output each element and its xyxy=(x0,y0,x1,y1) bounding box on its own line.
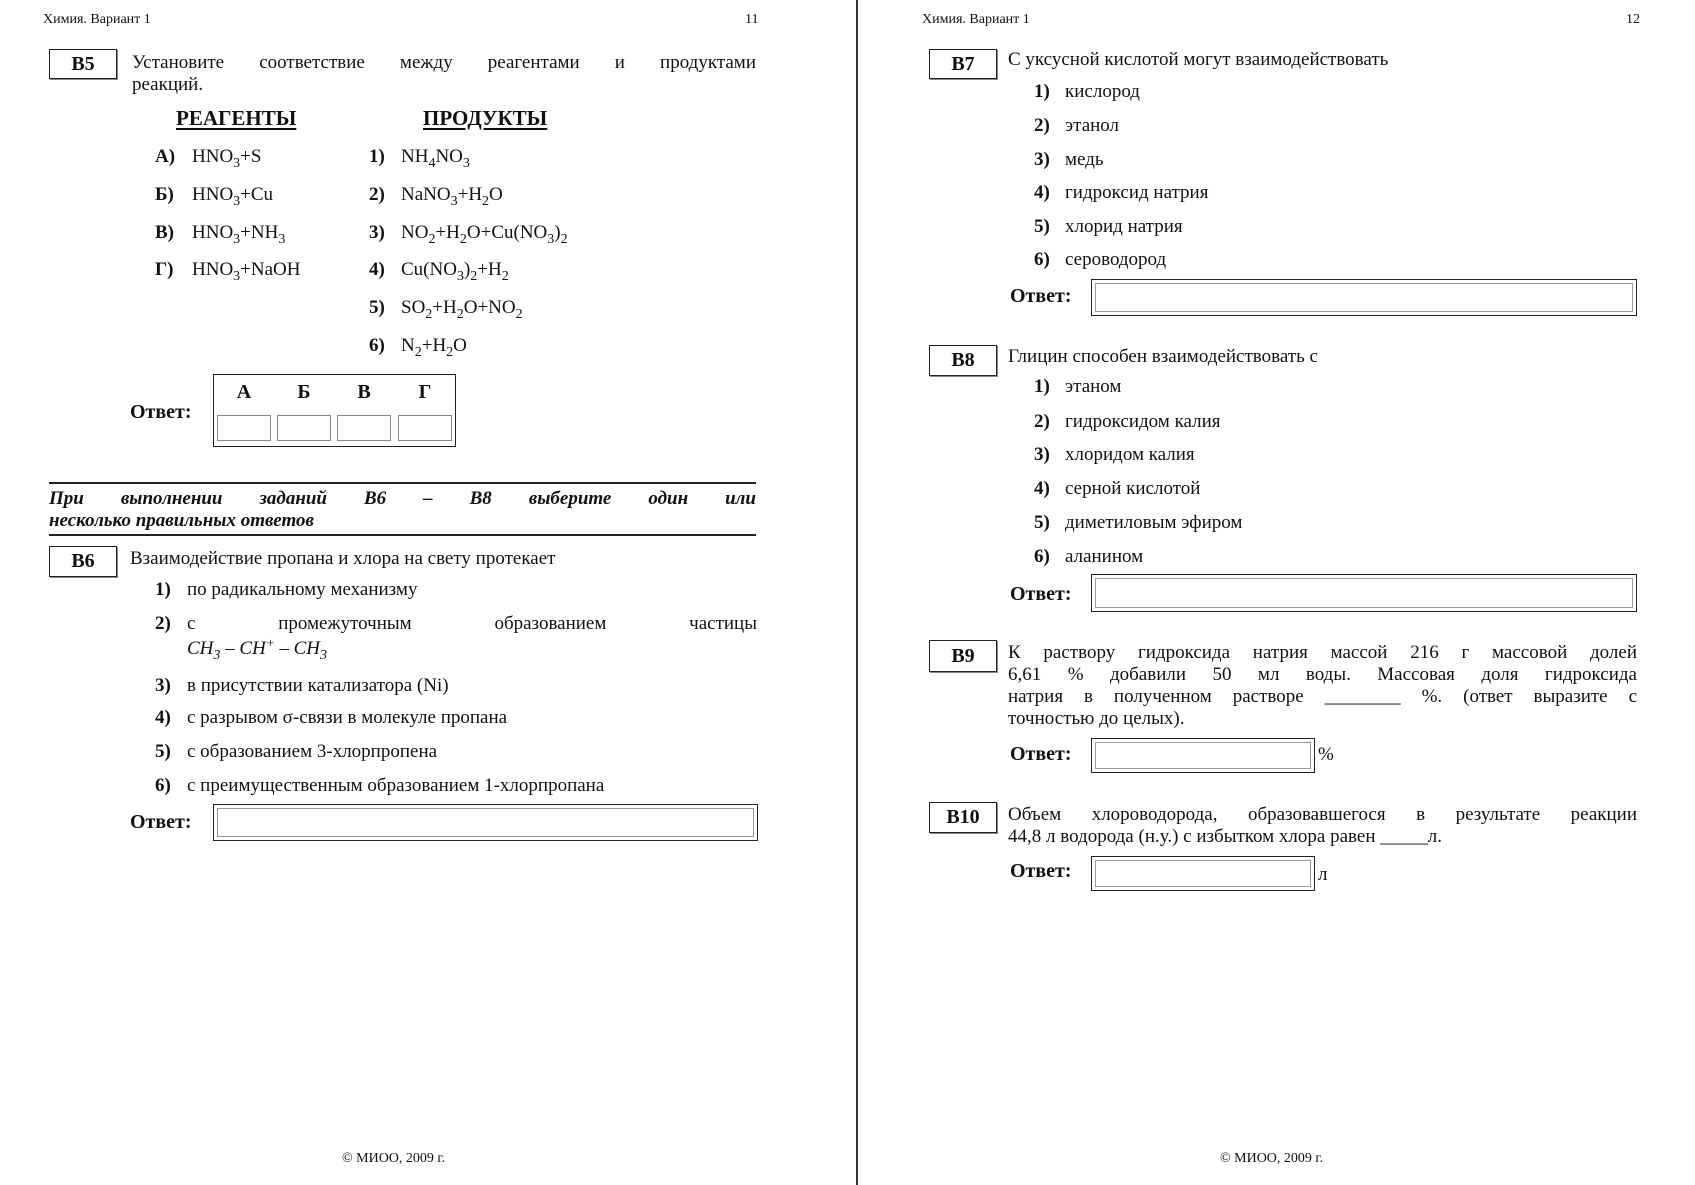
instruction xyxy=(49,488,756,532)
instruction-line2: несколько правильных ответов xyxy=(49,510,314,531)
formula-part: NaNO xyxy=(401,184,451,205)
item-content: по радикальному механизму xyxy=(187,579,418,600)
header-title: Химия. Вариант 1 xyxy=(922,12,1030,27)
item-content: гидроксид натрия xyxy=(1065,182,1209,203)
item-content xyxy=(401,259,509,284)
item-content xyxy=(401,222,568,247)
formula-part: +NaOH xyxy=(240,259,301,280)
item-content xyxy=(401,297,523,322)
formula-part: 3 xyxy=(278,232,286,247)
formula-part: + xyxy=(265,635,275,650)
b10-answer-label: Ответ: xyxy=(1010,860,1072,882)
item-label: 6) xyxy=(155,775,171,796)
b10-question xyxy=(1008,804,1637,848)
product-item xyxy=(369,297,523,322)
item-content: в присутствии катализатора (Ni) xyxy=(187,675,449,696)
answer-cell-v[interactable] xyxy=(337,415,391,441)
formula-part: N xyxy=(401,335,415,356)
b9-line: К раствору гидроксида натрия массой 216 г массовой долей xyxy=(1008,642,1637,663)
option-item xyxy=(1034,115,1119,137)
item-label: 3) xyxy=(155,675,171,696)
option-item xyxy=(155,579,417,601)
formula-part: 2 xyxy=(446,345,454,360)
option-item xyxy=(1034,411,1221,433)
page-number: 11 xyxy=(745,12,759,27)
formula-part: 2 xyxy=(414,345,422,360)
formula-part: 2 xyxy=(425,307,433,322)
formula-part: HNO xyxy=(192,259,234,280)
formula-part: +H xyxy=(477,259,502,280)
item-label: 2) xyxy=(1034,115,1050,136)
option-item xyxy=(1034,478,1200,500)
formula-part: HNO xyxy=(192,222,234,243)
option-item xyxy=(1034,444,1195,466)
item-content: аланином xyxy=(1065,546,1144,567)
b5-text-line2: реакций. xyxy=(132,74,204,95)
product-item xyxy=(369,222,568,247)
b5-question xyxy=(132,52,756,96)
item-label: 4) xyxy=(369,259,385,280)
option-item xyxy=(155,741,437,763)
task-label-b6: B6 xyxy=(49,546,117,577)
formula-part: 3 xyxy=(547,232,555,247)
item-content: хлоридом калия xyxy=(1065,444,1195,465)
formula-part: O+Cu(NO xyxy=(466,222,548,243)
answer-col-g: Г xyxy=(418,381,432,403)
b7-answer-field[interactable] xyxy=(1091,279,1637,316)
item-label: 5) xyxy=(369,297,385,318)
formula-part: 2 xyxy=(470,269,478,284)
answer-cell-b[interactable] xyxy=(277,415,331,441)
option-item xyxy=(155,613,757,635)
b10-line: 44,8 л водорода (н.у.) с избытком хлора равен _____л. xyxy=(1008,826,1442,847)
item-content: кислород xyxy=(1065,81,1140,102)
formula-part: ) xyxy=(463,259,471,280)
option-item xyxy=(1034,216,1183,238)
b6-answer-field[interactable] xyxy=(213,804,758,841)
answer-cell-a[interactable] xyxy=(217,415,271,441)
b9-unit: % xyxy=(1318,744,1334,765)
formula-part: O+NO xyxy=(463,297,516,318)
task-label-b9: B9 xyxy=(929,640,997,672)
formula-part: O xyxy=(489,184,503,205)
formula-part: +Cu xyxy=(240,184,274,205)
b9-line: 6,61 % добавили 50 мл воды. Массовая доля гидроксида xyxy=(1008,664,1637,685)
formula-part: 2 xyxy=(459,232,467,247)
formula-part: – CH xyxy=(274,638,320,659)
item-content: с разрывом σ-связи в молекуле пропана xyxy=(187,707,508,728)
answer-col-a: А xyxy=(236,381,252,403)
item-label: 4) xyxy=(1034,182,1050,203)
formula-part: 3 xyxy=(450,194,458,209)
option-item xyxy=(155,775,604,797)
item-content: с промежуточным образованием частицы xyxy=(187,613,757,634)
item-label: 6) xyxy=(1034,249,1050,270)
item-label: 2) xyxy=(1034,411,1050,432)
b10-unit: л xyxy=(1318,864,1328,885)
b6-question: Взаимодействие пропана и хлора на свету протекает xyxy=(130,548,556,569)
option-item xyxy=(1034,249,1166,271)
product-item xyxy=(369,184,503,209)
option-item xyxy=(1034,376,1121,398)
b10-answer-field[interactable] xyxy=(1091,856,1315,891)
b5-answer-table xyxy=(213,374,456,447)
item-label: 6) xyxy=(1034,546,1050,567)
item-content: хлорид натрия xyxy=(1065,216,1183,237)
reagent-item xyxy=(155,259,301,284)
b9-question xyxy=(1008,642,1637,730)
option-item xyxy=(1034,546,1143,568)
item-content xyxy=(192,259,301,284)
b10-line: Объем хлороводорода, образовавшегося в результате реакции xyxy=(1008,804,1637,825)
answer-cell-g[interactable] xyxy=(398,415,452,441)
formula-part: 3 xyxy=(233,194,241,209)
task-label-b8: B8 xyxy=(929,345,997,376)
item-label: 3) xyxy=(1034,444,1050,465)
product-item xyxy=(369,259,509,284)
formula-part: – CH xyxy=(220,638,266,659)
task-label-b7: B7 xyxy=(929,49,997,79)
task-label-b5: B5 xyxy=(49,49,117,79)
item-label: 6) xyxy=(369,335,385,356)
footer-copyright: © МИОО, 2009 г. xyxy=(1220,1151,1324,1166)
formula-part: +S xyxy=(240,146,262,167)
product-item xyxy=(369,335,467,360)
item-label: Г) xyxy=(155,259,174,280)
b7-answer-label: Ответ: xyxy=(1010,285,1072,307)
item-label: 2) xyxy=(155,613,171,634)
option-item xyxy=(155,707,507,729)
formula-part: 2 xyxy=(428,232,436,247)
item-content xyxy=(192,146,262,171)
formula-part: 3 xyxy=(456,269,464,284)
reagents-heading: РЕАГЕНТЫ xyxy=(176,106,297,130)
formula-part: SO xyxy=(401,297,426,318)
formula-part: HNO xyxy=(192,146,234,167)
page-number: 12 xyxy=(1626,12,1640,27)
b8-question: Глицин способен взаимодействовать с xyxy=(1008,346,1318,367)
item-label: 5) xyxy=(1034,216,1050,237)
item-content: сероводород xyxy=(1065,249,1167,270)
formula-part: 2 xyxy=(515,307,523,322)
divider-line xyxy=(49,534,756,536)
b9-line: точностью до целых). xyxy=(1008,708,1185,729)
formula-part: HNO xyxy=(192,184,234,205)
item-content xyxy=(192,222,286,247)
b6-option2-formula xyxy=(187,635,327,663)
item-content: медь xyxy=(1065,149,1104,170)
formula-part: 2 xyxy=(560,232,568,247)
page-divider xyxy=(856,0,858,1185)
b6-answer-label: Ответ: xyxy=(130,811,192,833)
b7-question: С уксусной кислотой могут взаимодействовать xyxy=(1008,49,1389,70)
item-label: 1) xyxy=(1034,81,1050,102)
option-item xyxy=(155,675,449,697)
formula-part: +NH xyxy=(240,222,279,243)
item-content: этанол xyxy=(1065,115,1120,136)
formula-part: 2 xyxy=(482,194,490,209)
item-label: 4) xyxy=(155,707,171,728)
option-item xyxy=(1034,81,1140,103)
b9-line: натрия в полученном растворе ________ %. (ответ выразите с xyxy=(1008,686,1637,707)
formula-part: 3 xyxy=(233,269,241,284)
item-label: 1) xyxy=(1034,376,1050,397)
item-label: 1) xyxy=(369,146,385,167)
item-content xyxy=(401,184,503,209)
item-label: 1) xyxy=(155,579,171,600)
option-item xyxy=(1034,182,1208,204)
b5-text-line1: Установите соответствие между реагентами и продуктами xyxy=(132,52,756,73)
item-label: 3) xyxy=(1034,149,1050,170)
footer-copyright: © МИОО, 2009 г. xyxy=(342,1151,446,1166)
item-label: 4) xyxy=(1034,478,1050,499)
item-content: этаном xyxy=(1065,376,1122,397)
option-item xyxy=(1034,512,1242,534)
formula-part: 2 xyxy=(501,269,509,284)
item-content xyxy=(401,146,470,171)
item-content xyxy=(401,335,467,360)
item-content: диметиловым эфиром xyxy=(1065,512,1243,533)
formula-part: NO xyxy=(435,146,463,167)
item-label: В) xyxy=(155,222,174,243)
products-heading: ПРОДУКТЫ xyxy=(423,106,548,130)
item-label: Б) xyxy=(155,184,174,205)
b9-answer-label: Ответ: xyxy=(1010,743,1072,765)
divider-line xyxy=(49,482,756,484)
product-item xyxy=(369,146,470,171)
header-title: Химия. Вариант 1 xyxy=(43,12,151,27)
formula-part: NO xyxy=(401,222,429,243)
task-label-b10: B10 xyxy=(929,802,997,833)
option-item xyxy=(1034,149,1104,171)
formula-part: O xyxy=(453,335,467,356)
item-label: 3) xyxy=(369,222,385,243)
item-content: гидроксидом калия xyxy=(1065,411,1221,432)
reagent-item xyxy=(155,184,274,209)
reagent-item xyxy=(155,146,262,171)
item-label: А) xyxy=(155,146,176,167)
formula-part: 4 xyxy=(428,156,436,171)
b8-answer-label: Ответ: xyxy=(1010,583,1072,605)
formula-part: 3 xyxy=(462,156,470,171)
instruction-line1: При выполнении заданий В6 – В8 выберите один или xyxy=(49,488,756,509)
item-label: 2) xyxy=(369,184,385,205)
formula-part: NH xyxy=(401,146,429,167)
formula-part: +H xyxy=(435,222,460,243)
formula-part: +H xyxy=(457,184,483,205)
formula-part: Cu(NO xyxy=(401,259,457,280)
answer-col-b: Б xyxy=(297,381,311,403)
b8-answer-field[interactable] xyxy=(1091,574,1637,612)
formula-part: 3 xyxy=(233,156,241,171)
formula-part: +H xyxy=(421,335,447,356)
reagent-item xyxy=(155,222,286,247)
b5-answer-label: Ответ: xyxy=(130,401,192,423)
formula-part: +H xyxy=(432,297,457,318)
formula-part: 3 xyxy=(233,232,241,247)
item-label: 5) xyxy=(1034,512,1050,533)
formula-part: ) xyxy=(554,222,561,243)
item-content: с преимущественным образованием 1-хлорпропана xyxy=(187,775,605,796)
item-content xyxy=(192,184,274,209)
formula-part: 2 xyxy=(456,307,464,322)
item-label: 5) xyxy=(155,741,171,762)
formula-part: CH xyxy=(187,638,214,659)
formula-part: 3 xyxy=(213,648,221,663)
formula-part: 3 xyxy=(320,648,327,663)
item-content: серной кислотой xyxy=(1065,478,1201,499)
b9-answer-field[interactable] xyxy=(1091,738,1315,773)
answer-col-v: В xyxy=(357,381,371,403)
item-content: с образованием 3-хлорпропена xyxy=(187,741,438,762)
